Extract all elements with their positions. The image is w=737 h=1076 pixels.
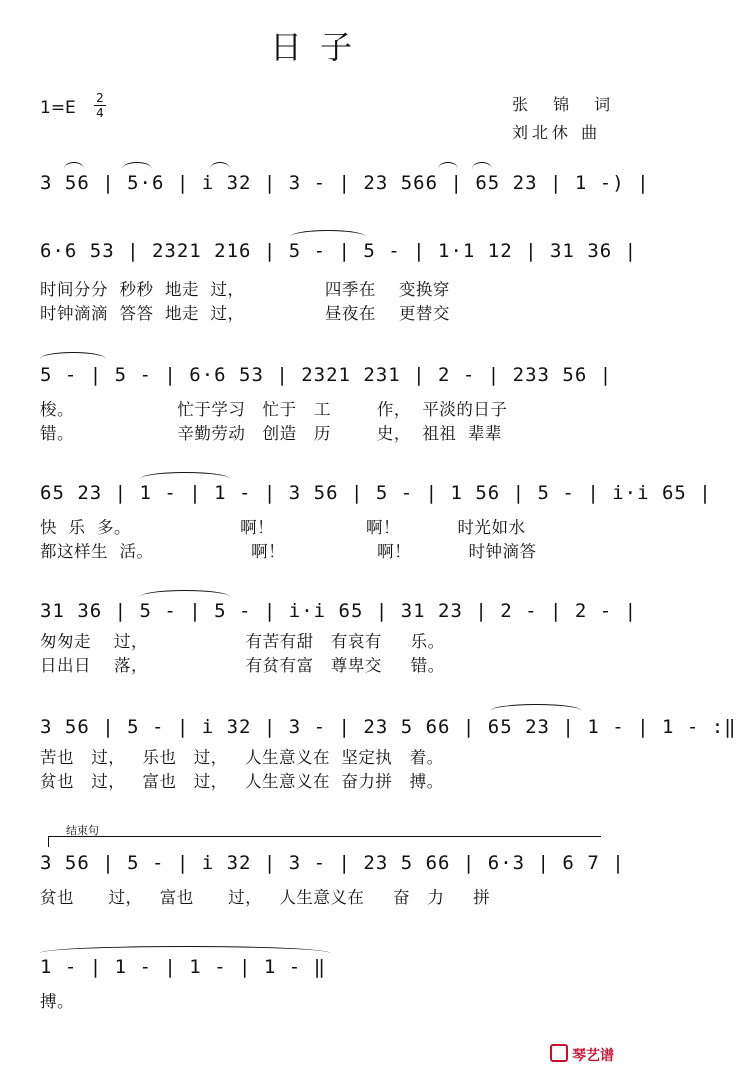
key-signature: 1=E: [40, 98, 76, 118]
slur: [122, 162, 152, 169]
logo-icon: [550, 1044, 568, 1062]
notation-row: 3 56 | 5 - | i 32 | 3 - | 23 5 66 | 6·3 | 6 7 |: [40, 852, 625, 874]
notation-row: 65 23 | 1 - | 1 - | 3 56 | 5 - | 1 56 | 5 - | i·i 65 |: [40, 482, 712, 504]
slur: [472, 162, 492, 169]
time-signature: [94, 92, 106, 119]
notation-row: 5 - | 5 - | 6·6 53 | 2321 231 | 2 - | 233 56 |: [40, 364, 613, 386]
slur: [140, 590, 230, 597]
lyricist-credit: 张 锦 词: [512, 95, 621, 114]
lyric-line: 日出日 落， 有贫有富 尊卑交 错。: [40, 656, 445, 675]
lyric-line: 错。 辛勤劳动 创造 历 史， 祖祖 辈辈: [40, 424, 502, 443]
lyric-line: 时钟滴滴 答答 地走 过， 昼夜在 更替交: [40, 304, 450, 323]
composer-credit: 刘北休 曲: [512, 123, 602, 142]
slur: [438, 162, 458, 169]
lyric-line: 都这样生 活。 啊！ 啊！ 时钟滴答: [40, 542, 537, 561]
lyric-line: 贫也 过， 富也 过， 人生意义在 奋力拼 搏。: [40, 772, 444, 791]
notation-row: 1 - | 1 - | 1 - | 1 - ‖: [40, 956, 327, 978]
time-signature-top: 2: [96, 91, 104, 105]
notation-row: 3 56 | 5·6 | i 32 | 3 - | 23 566 | 65 23 | 1 -) |: [40, 172, 650, 194]
slur: [64, 162, 84, 169]
watermark-text: 琴艺谱: [572, 1048, 614, 1064]
lyric-line: 匆匆走 过， 有苦有甜 有哀有 乐。: [40, 632, 445, 651]
slur: [210, 162, 230, 169]
slur: [140, 472, 230, 479]
lyric-line: 贫也 过， 富也 过， 人生意义在 奋 力 拼: [40, 888, 491, 907]
lyric-line: 时间分分 秒秒 地走 过， 四季在 变换穿: [40, 280, 450, 299]
ending-bracket: [48, 836, 601, 847]
slur: [290, 230, 366, 237]
time-signature-bottom: 4: [96, 106, 104, 120]
ending-label: 结束句: [66, 824, 99, 837]
lyric-line: 搏。: [40, 992, 74, 1011]
lyric-line: 苦也 过， 乐也 过， 人生意义在 坚定执 着。: [40, 748, 444, 767]
page-title: 日子: [269, 28, 370, 66]
notation-row: 31 36 | 5 - | 5 - | i·i 65 | 31 23 | 2 - | 2 - |: [40, 600, 638, 622]
lyric-line: 梭。 忙于学习 忙于 工 作， 平淡的日子: [40, 400, 508, 419]
notation-row: 3 56 | 5 - | i 32 | 3 - | 23 5 66 | 65 23 | 1 - | 1 - :‖: [40, 716, 737, 738]
slur: [40, 946, 330, 953]
notation-row: 6·6 53 | 2321 216 | 5 - | 5 - | 1·1 12 | 31 36 |: [40, 240, 638, 262]
watermark-logo: [550, 1044, 614, 1065]
lyric-line: 快 乐 多。 啊！ 啊！ 时光如水: [40, 518, 526, 537]
slur: [490, 704, 582, 711]
slur: [40, 352, 106, 359]
